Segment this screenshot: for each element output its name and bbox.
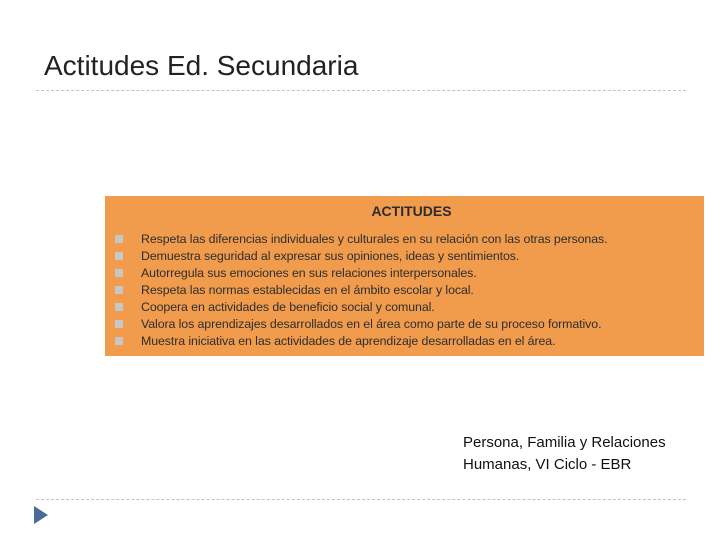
square-bullet-icon <box>115 252 123 260</box>
list-item-text: Demuestra seguridad al expresar sus opiniones, ideas y sentimientos. <box>141 249 520 264</box>
list-item <box>115 315 607 332</box>
footer-divider <box>36 499 686 500</box>
slide-title: Actitudes Ed. Secundaria <box>44 50 359 81</box>
list-item <box>115 231 607 248</box>
list-item <box>115 282 607 299</box>
actitudes-list <box>115 231 607 349</box>
square-bullet-icon <box>115 286 123 294</box>
square-bullet-icon <box>115 235 123 243</box>
list-item-text: Coopera en actividades de beneficio social y comunal. <box>141 300 435 314</box>
triangle-right-icon[interactable] <box>33 505 49 525</box>
list-item <box>115 265 607 282</box>
list-item-text: Respeta las normas establecidas en el ámbito escolar y local. <box>141 283 474 298</box>
list-item <box>115 332 607 349</box>
title-divider <box>36 90 686 91</box>
list-item-text: Valora los aprendizajes desarrollados en el área como parte de su proceso formativo. <box>141 316 602 331</box>
slide-caption: Persona, Familia y Relaciones Humanas, VI Ciclo - EBR <box>463 434 666 473</box>
list-item <box>115 248 607 265</box>
actitudes-panel <box>105 196 704 356</box>
list-item-text: Autorregula sus emociones en sus relaciones interpersonales. <box>141 266 477 281</box>
square-bullet-icon <box>115 269 123 277</box>
panel-heading: ACTITUDES <box>371 203 452 219</box>
list-item-text: Muestra iniciativa en las actividades de aprendizaje desarrolladas en el área. <box>141 333 556 348</box>
list-item <box>115 299 607 316</box>
square-bullet-icon <box>115 320 123 328</box>
list-item-text: Respeta las diferencias individuales y culturales en su relación con las otras personas. <box>141 232 608 247</box>
square-bullet-icon <box>115 303 123 311</box>
square-bullet-icon <box>115 337 123 345</box>
